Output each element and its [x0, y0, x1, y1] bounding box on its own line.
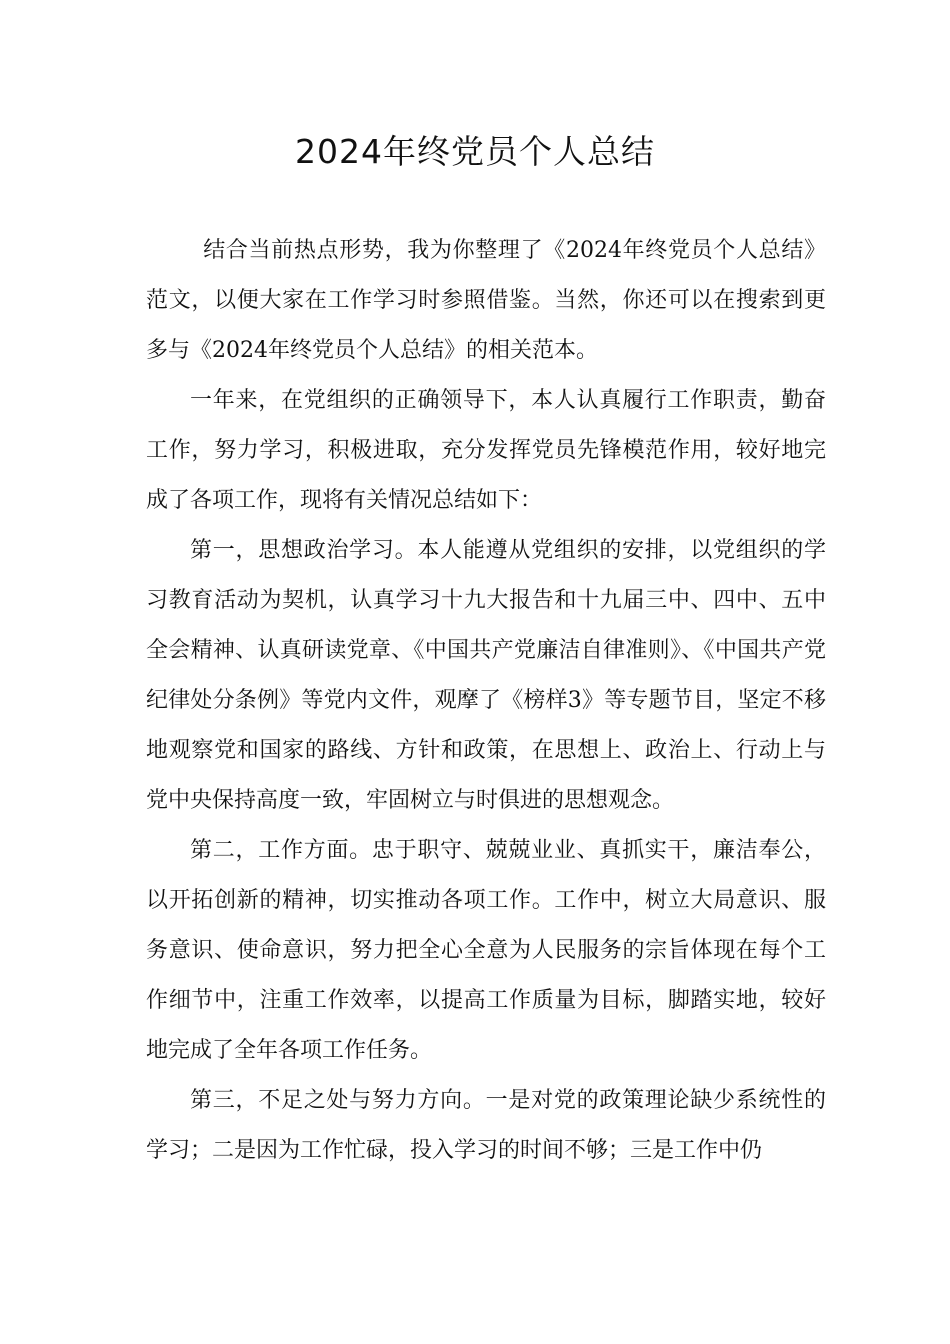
paragraph-political-study: 第一，思想政治学习。本人能遵从党组织的安排，以党组织的学习教育活动为契机，认真学习十九大报告和十九届三中、四中、五中全会精神、认真研读党章、《中国共产党廉洁自律准则》、《中国共产党纪律处分条例》等党内文件，观摩了《榜样3》等专题节目，坚定不移地观察党和国家的路线、方针和政策，在思想上、政治上、行动上与党中央保持高度一致，牢固树立与时俱进的思想观念。 [146, 538, 826, 813]
paragraph-overview: 一年来，在党组织的正确领导下，本人认真履行工作职责，勤奋工作，努力学习，积极进取，充分发挥党员先锋模范作用，较好地完成了各项工作，现将有关情况总结如下： [146, 388, 826, 513]
paragraph-intro: 结合当前热点形势，我为你整理了《2024年终党员个人总结》范文，以便大家在工作学习时参照借鉴。当然，你还可以在搜索到更多与《2024年终党员个人总结》的相关范本。 [146, 238, 826, 363]
document-title: 2024年终党员个人总结 [295, 132, 655, 171]
document-body [146, 226, 826, 1176]
paragraph-shortcomings: 第三，不足之处与努力方向。一是对党的政策理论缺少系统性的学习；二是因为工作忙碌，投入学习的时间不够；三是工作中仍 [146, 1088, 826, 1163]
paragraph-work: 第二，工作方面。忠于职守、兢兢业业、真抓实干，廉洁奉公，以开拓创新的精神，切实推动各项工作。工作中，树立大局意识、服务意识、使命意识，努力把全心全意为人民服务的宗旨体现在每个工作细节中，注重工作效率，以提高工作质量为目标，脚踏实地，较好地完成了全年各项工作任务。 [146, 838, 826, 1063]
